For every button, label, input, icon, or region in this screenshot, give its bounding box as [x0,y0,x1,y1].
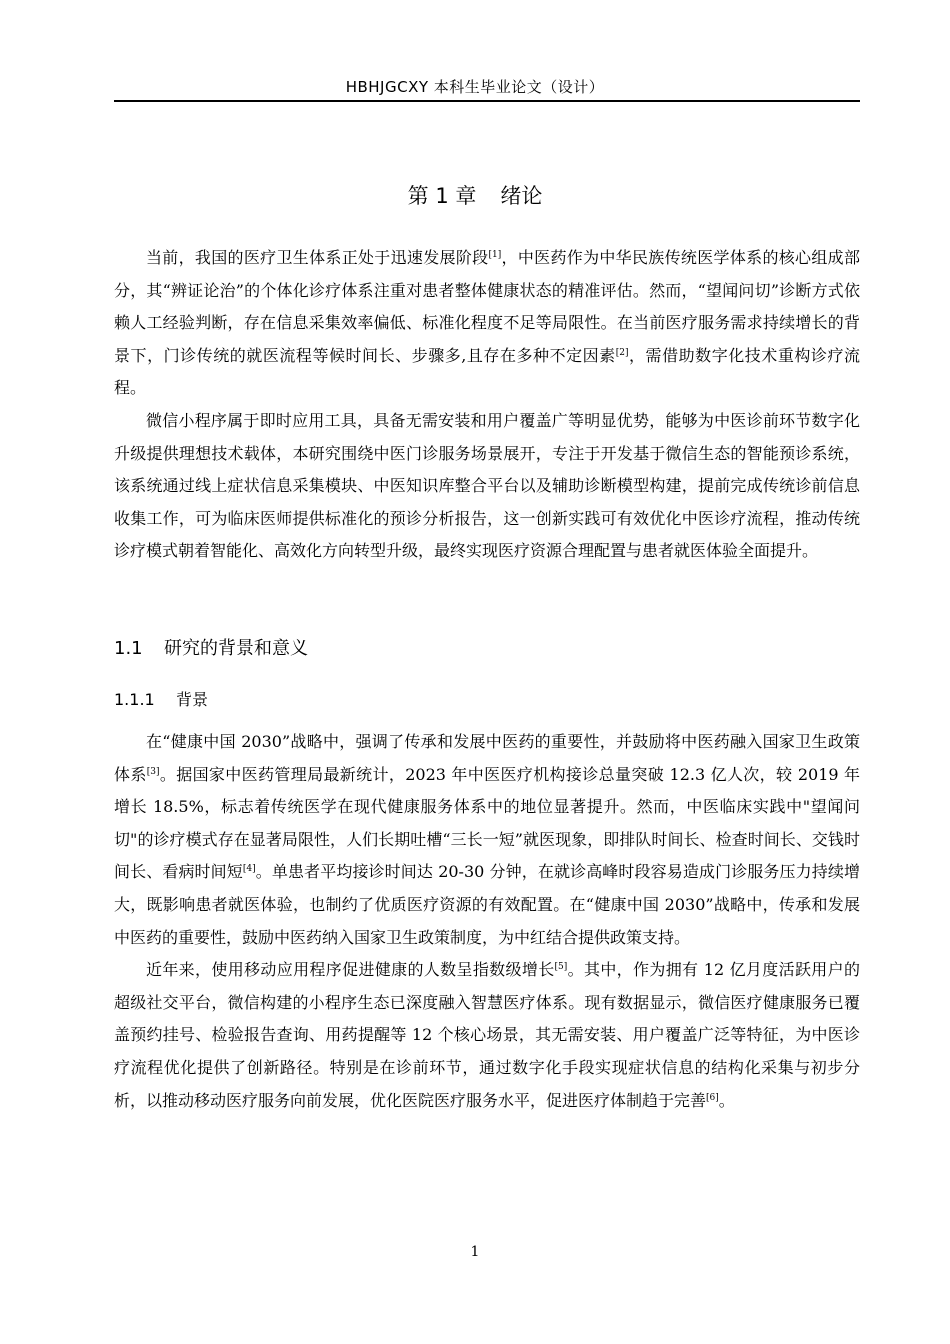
citation-ref[interactable]: [1] [488,250,502,260]
page-number: 1 [470,1244,480,1260]
section-heading [114,634,308,660]
body-paragraph [114,726,860,954]
body-paragraph [114,954,860,1117]
paragraph-text: ，中医药作为中华民族传统医学体系的核心组成部分，其“辨证论治”的个体化诊疗体系注重对患者整体健康状态的精准评估。然而，“望闻问切”诊断方式依赖人工经验判断，存在信息采集效率偏低、标准化程度不足等局限性。在当前医疗服务需求持续增长的背景下，门诊传统的就医流程等候时间长、步骤多,且存在多种不定因素 [114,248,860,365]
paragraph-text: 当前，我国的医疗卫生体系正处于迅速发展阶段 [146,248,489,267]
intro-body [114,242,860,568]
body-paragraph [114,242,860,405]
citation-ref[interactable]: [3] [146,766,160,777]
running-header: HBHJGCXY 本科生毕业论文（设计） [345,78,605,96]
paragraph-text: 。据国家中医药管理局最新统计，2023 年中医医疗机构接诊总量突破 12.3 亿人次，较 2019 年增长 18.5%，标志着传统医学在现代健康服务体系中的地位显著提升。然而，中医临床实践中"望闻问切"的诊疗模式存在显著局限性，人们长期吐槽“三长一短”就医现象，即排队时间长、检查时间长、交钱时间长、看病时间短 [114,764,860,882]
paragraph-text: 。其中，作为拥有 12 亿月度活跃用户的超级社交平台，微信构建的小程序生态已深度融入智慧医疗体系。现有数据显示，微信医疗健康服务已覆盖预约挂号、检验报告查询、用药提醒等 12 个核心场景，其无需安装、用户覆盖广泛等特征，为中医诊疗流程优化提供了创新路径。特别是在诊前环节，通过数字化手段实现症状信息的结构化采集与初步分析，以推动移动医疗服务向前发展，优化医院医疗服务水平，促进医疗体制趋于完善 [114,960,860,1110]
subsection-title: 背景 [176,690,209,709]
paragraph-text: 近年来，使用移动应用程序促进健康的人数呈指数级增长 [146,960,555,980]
paragraph-text: 。 [718,1090,735,1110]
section-title: 研究的背景和意义 [164,638,308,659]
paragraph-text: 微信小程序属于即时应用工具，具备无需安装和用户覆盖广等明显优势，能够为中医诊前环节数字化升级提供理想技术载体，本研究围绕中医门诊服务场景展开，专注于开发基于微信生态的智能预诊系统，该系统通过线上症状信息采集模块、中医知识库整合平台以及辅助诊断模型构建，提前完成传统诊前信息收集工作，可为临床医师提供标准化的预诊分析报告，这一创新实践可有效优化中医诊疗流程，推动传统诊疗模式朝着智能化、高效化方向转型升级，最终实现医疗资源合理配置与患者就医体验全面提升。 [114,410,860,561]
chapter-name: 绪论 [500,184,543,208]
paragraph-text: 在“健康中国 2030”战略中，强调了传承和发展中医药的重要性，并鼓励将中医药融入国家卫生政策体系 [114,732,860,784]
section-number: 1.1 [114,638,143,659]
chapter-number: 第 1 章 [407,184,477,208]
paragraph-text: 。单患者平均接诊时间达 20-30 分钟，在就诊高峰时段容易造成门诊服务压力持续增大，既影响患者就医体验，也制约了优质医疗资源的有效配置。在“健康中国 2030”战略中，传承和发展中医药的重要性，鼓励中医药纳入国家卫生政策制度，为中红结合提供政策支持。 [114,862,860,947]
header-rule [114,100,860,102]
citation-ref[interactable]: [4] [242,864,256,875]
citation-ref[interactable]: [2] [615,347,629,358]
chapter-title [0,180,950,210]
subsection-heading [114,687,208,710]
citation-ref[interactable]: [6] [706,1092,719,1103]
body-paragraph [114,405,860,568]
background-body [114,726,860,1117]
paragraph-text: ，需借助数字化技术重构诊疗流程。 [114,345,860,398]
subsection-number: 1.1.1 [114,690,155,709]
citation-ref[interactable]: [5] [554,962,568,973]
